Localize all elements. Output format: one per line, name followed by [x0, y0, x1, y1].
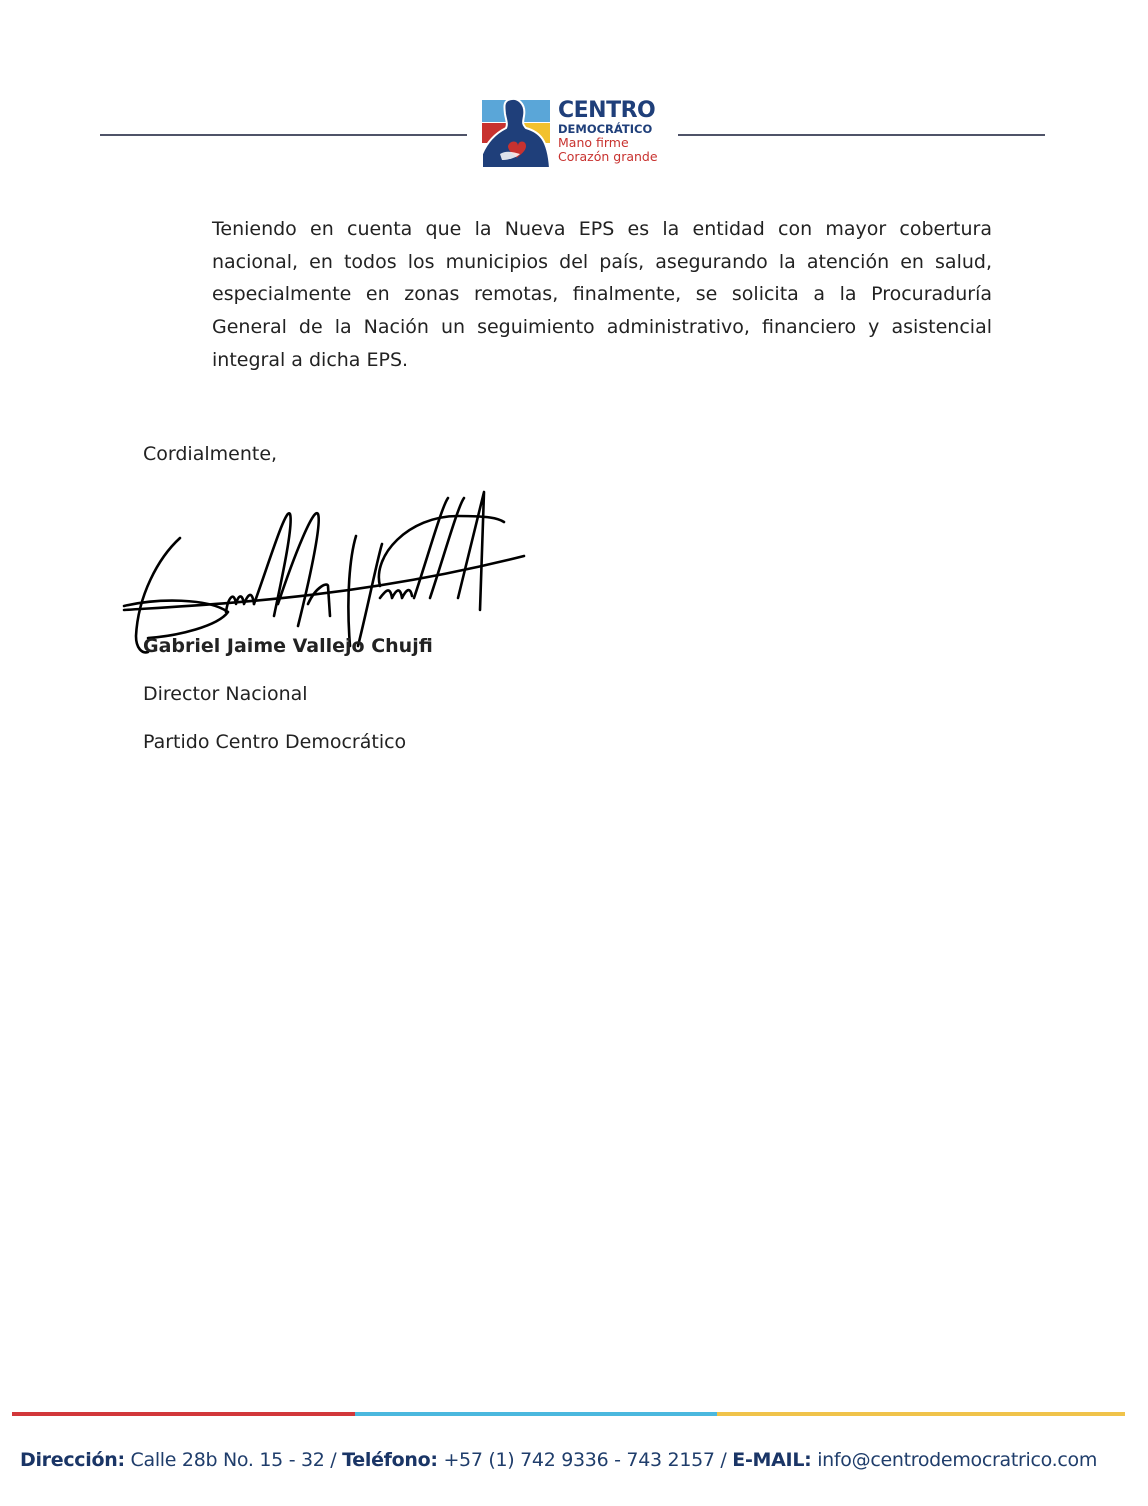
- signer-organization: Partido Centro Democrático: [143, 731, 407, 753]
- footer-bar-blue: [355, 1412, 717, 1416]
- footer-bar-yellow: [717, 1412, 1125, 1416]
- handwritten-signature-icon: [118, 486, 538, 656]
- signer-title: Director Nacional: [143, 683, 308, 705]
- logo-title: CENTRO: [558, 98, 656, 123]
- footer-contact-line: [20, 1449, 1097, 1471]
- email-label: E-MAIL:: [732, 1449, 812, 1471]
- email-value[interactable]: info@centrodemocratrico.com: [817, 1449, 1098, 1471]
- logo-slogan-line1: Mano firme: [558, 135, 629, 150]
- header-rule-right: [678, 134, 1045, 136]
- logo-wordmark: [558, 100, 658, 164]
- signer-name: Gabriel Jaime Vallejo Chujfi: [143, 635, 433, 657]
- salutation: Cordialmente,: [143, 443, 278, 465]
- phone-value: +57 (1) 742 9336 - 743 2157 /: [443, 1449, 727, 1471]
- logo-slogan-line2: Corazón grande: [558, 149, 658, 164]
- body-paragraph: Teniendo en cuenta que la Nueva EPS es la entidad con mayor cobertura nacional, en todos los municipios del país, asegurando la atención en salud, especialmente en zonas remotas, finalmente, se solicita a la Procuraduría General de la Nación un seguimiento administrativo, financiero y asistencial integral a dicha EPS.: [212, 218, 992, 371]
- logo-emblem-icon: [478, 96, 554, 168]
- address-value: Calle 28b No. 15 - 32 /: [130, 1449, 337, 1471]
- header-rule-left: [100, 134, 467, 136]
- address-label: Dirección:: [20, 1449, 125, 1471]
- party-logo: [478, 96, 678, 172]
- logo-subtitle: DEMOCRÁTICO: [558, 122, 653, 136]
- footer-bar-red: [12, 1412, 355, 1416]
- phone-label: Teléfono:: [342, 1449, 438, 1471]
